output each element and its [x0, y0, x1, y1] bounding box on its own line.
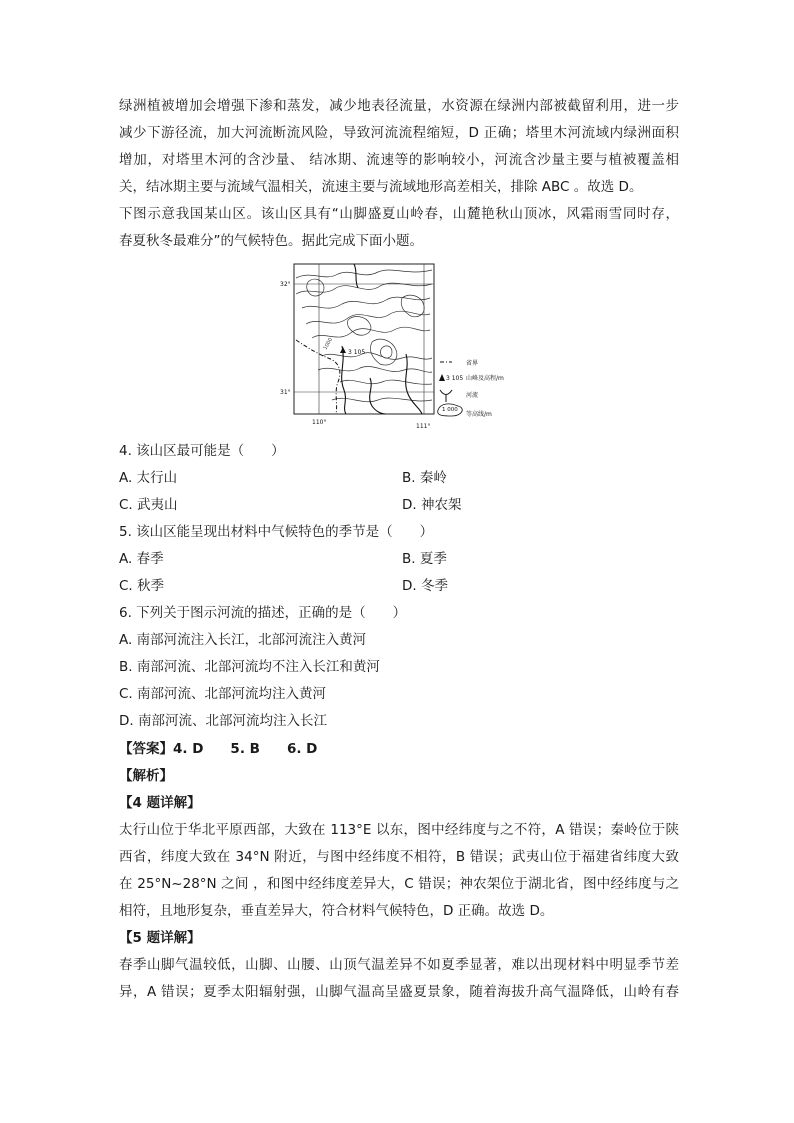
paragraph-line: 增加，对塔里木河的含沙量、 结冰期、流速等的影响较小，河流含沙量主要与植被覆盖相 — [119, 152, 679, 168]
river-legend-icon — [440, 390, 452, 402]
latitude-label-top: 32° — [280, 281, 291, 288]
legend-river-label: 河流 — [466, 392, 479, 399]
longitude-label-right: 111° — [416, 423, 431, 430]
paragraph-line: 绿洲植被增加会增强下渗和蒸发，减少地表径流量，水资源在绿洲内部被截留利用，进一步 — [119, 98, 679, 114]
paragraph-line: 关，结冰期主要与流域气温相关，流速主要与流域地形高差相关，排除 ABC 。故选 D。 — [119, 179, 643, 195]
question-5-option-c: C. 秋季 — [119, 578, 165, 594]
map-legend — [438, 359, 504, 418]
legend-boundary-label: 省界 — [466, 360, 479, 367]
question-6-option-b: B. 南部河流、北部河流均不注入长江和黄河 — [119, 659, 380, 675]
question-4-stem: 4. 该山区最可能是（ ） — [119, 443, 285, 459]
detail-4-line: 西省，纬度大致在 34°N 附近，与图中经纬度不相符，B 错误；武夷山位于福建省纬度大致 — [119, 849, 679, 865]
detail-5-line: 异，A 错误；夏季太阳辐射强，山脚气温高呈盛夏景象，随着海拔升高气温降低，山岭有春 — [119, 984, 679, 1000]
detail-5-line: 春季山脚气温较低，山脚、山腰、山顶气温差异不如夏季显著，难以出现材料中明显季节差 — [119, 957, 679, 973]
detail-5-heading: 【5 题详解】 — [119, 930, 201, 946]
intro-line: 下图示意我国某山区。该山区具有“山脚盛夏山岭春，山麓艳秋山顶冰，风霜雨雪同时存， — [119, 206, 679, 222]
question-6-stem: 6. 下列关于图示河流的描述，正确的是（ ） — [119, 605, 407, 621]
contour-label: 1000 — [322, 336, 335, 351]
detail-4-heading: 【4 题详解】 — [119, 795, 201, 811]
legend-peak-value: 3 105 — [446, 375, 464, 382]
question-5-option-b: B. 夏季 — [402, 551, 447, 567]
paragraph-line: 减少下游径流，加大河流断流风险，导致河流流程缩短，D 正确；塔里木河流域内绿洲面积 — [119, 125, 679, 141]
question-4-option-c: C. 武夷山 — [119, 497, 178, 513]
topographic-map-figure — [262, 258, 524, 438]
peak-legend-icon — [439, 374, 445, 381]
legend-peak-label: 山峰及高程/m — [466, 375, 504, 382]
question-4-option-b: B. 秦岭 — [402, 470, 447, 486]
question-4-option-d: D. 神农架 — [402, 497, 462, 513]
latitude-label-bottom: 31° — [280, 389, 291, 396]
question-5-option-d: D. 冬季 — [402, 578, 448, 594]
detail-4-line: 太行山位于华北平原西部，大致在 113°E 以东，图中经纬度与之不符，A 错误；秦岭位于陕 — [119, 822, 679, 838]
detail-4-line: 在 25°N~28°N 之间 ，和图中经纬度差异大，C 错误；神农架位于湖北省，图中经纬度与之 — [119, 876, 679, 892]
question-6-option-a: A. 南部河流注入长江，北部河流注入黄河 — [119, 632, 367, 648]
question-5-stem: 5. 该山区能呈现出材料中气候特色的季节是（ ） — [119, 524, 434, 540]
legend-contour-label: 等高线/m — [466, 411, 492, 418]
legend-contour-value: 1 000 — [442, 407, 458, 413]
question-5-option-a: A. 春季 — [119, 551, 164, 567]
topographic-map — [262, 258, 524, 438]
peak-label: 3 105 — [348, 349, 366, 356]
question-6-option-d: D. 南部河流、北部河流均注入长江 — [119, 713, 327, 729]
detail-4-line: 相符，且地形复杂，垂直差异大，符合材料气候特色，D 正确。故选 D。 — [119, 903, 554, 919]
longitude-label-left: 110° — [312, 419, 327, 426]
analysis-heading: 【解析】 — [119, 768, 173, 784]
answer-line: 【答案】4. D 5. B 6. D — [119, 741, 318, 757]
question-6-option-c: C. 南部河流、北部河流均注入黄河 — [119, 686, 327, 702]
intro-line: 春夏秋冬最难分”的气候特色。据此完成下面小题。 — [119, 233, 423, 249]
question-4-option-a: A. 太行山 — [119, 470, 178, 486]
